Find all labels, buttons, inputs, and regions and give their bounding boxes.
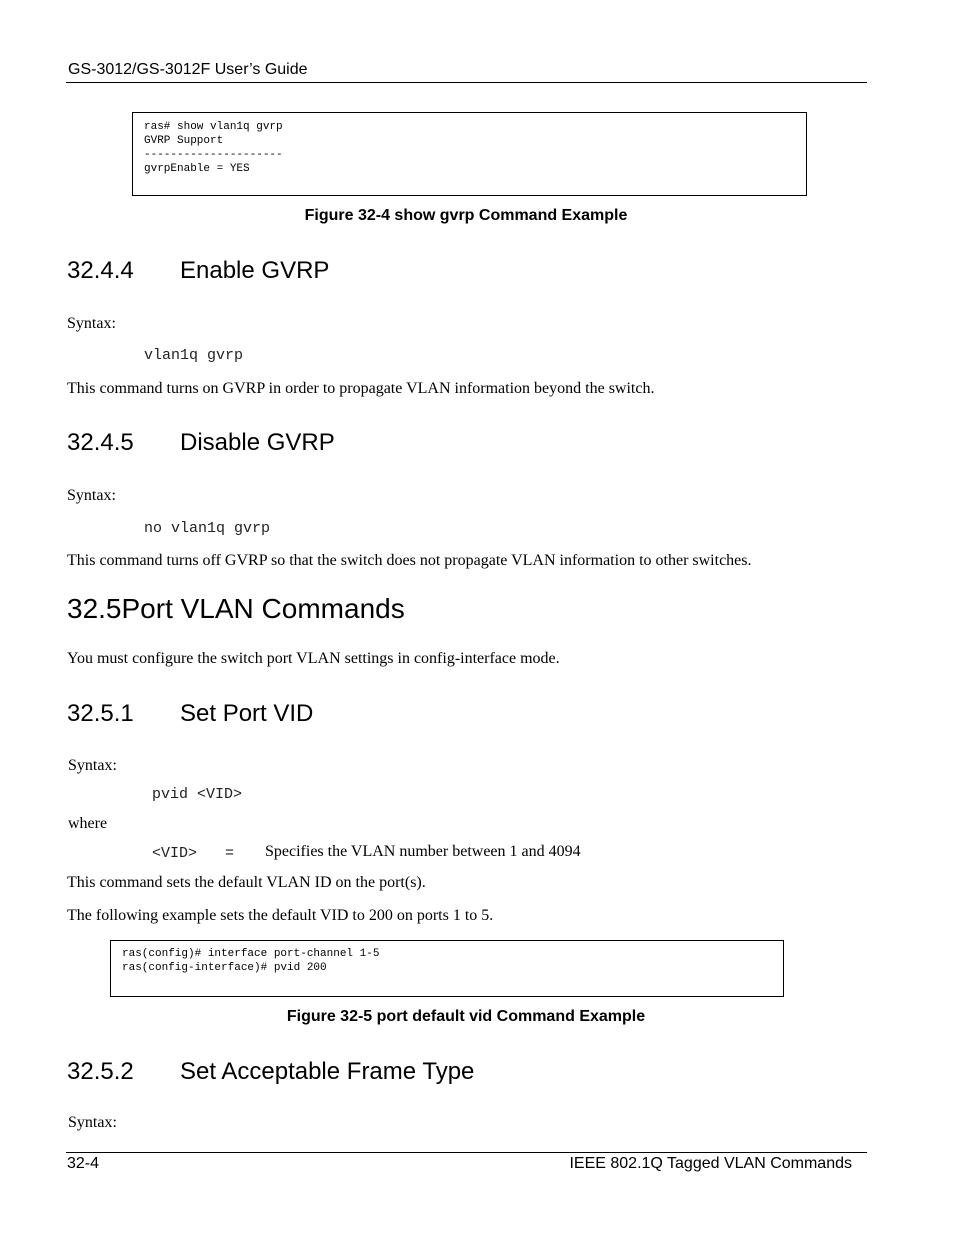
paragraph: You must configure the switch port VLAN settings in config-interface mode. <box>67 650 560 667</box>
header-rule <box>66 82 867 83</box>
figure-caption: Figure 32-5 port default vid Command Example <box>286 1008 646 1025</box>
paragraph: This command turns off GVRP so that the switch does not propagate VLAN information to other switches. <box>67 552 752 569</box>
code-line: ras(config-interface)# pvid 200 <box>122 962 327 974</box>
syntax-label: Syntax: <box>67 487 116 504</box>
paragraph: This command turns on GVRP in order to propagate VLAN information beyond the switch. <box>67 380 655 397</box>
code-example-box <box>110 940 784 997</box>
syntax-label: Syntax: <box>67 315 116 332</box>
code-line: ras(config)# interface port-channel 1-5 <box>122 948 380 960</box>
syntax-label: Syntax: <box>68 757 117 774</box>
page-number: 32-4 <box>67 1155 100 1172</box>
command-syntax: pvid <VID> <box>152 786 243 803</box>
section-number: 32.4.4 <box>67 257 134 284</box>
command-syntax: no vlan1q gvrp <box>144 520 271 537</box>
chapter-title: IEEE 802.1Q Tagged VLAN Commands <box>569 1155 852 1172</box>
parameter-name: <VID> <box>152 845 198 862</box>
command-syntax: vlan1q gvrp <box>144 347 244 364</box>
section-title: Enable GVRP <box>180 257 330 284</box>
paragraph: This command sets the default VLAN ID on the port(s). <box>67 874 426 891</box>
code-line: --------------------- <box>144 149 283 161</box>
code-line: ras# show vlan1q gvrp <box>144 121 283 133</box>
code-line: GVRP Support <box>144 135 224 147</box>
parameter-description: Specifies the VLAN number between 1 and 4094 <box>265 843 581 860</box>
paragraph: The following example sets the default VID to 200 on ports 1 to 5. <box>67 907 494 924</box>
section-title: Set Acceptable Frame Type <box>180 1058 475 1085</box>
section-number: 32.4.5 <box>67 429 134 456</box>
where-label: where <box>68 815 108 832</box>
footer-rule <box>66 1152 867 1153</box>
syntax-label: Syntax: <box>68 1114 117 1131</box>
section-heading: 32.5Port VLAN Commands <box>67 593 405 624</box>
section-number: 32.5.2 <box>67 1058 134 1085</box>
code-example-box <box>132 112 807 196</box>
section-number: 32.5.1 <box>67 700 134 727</box>
parameter-equals: = <box>225 845 235 862</box>
running-header-title: GS-3012/GS-3012F User’s Guide <box>68 61 308 78</box>
figure-caption: Figure 32-4 show gvrp Command Example <box>304 207 628 224</box>
section-title: Disable GVRP <box>180 429 335 456</box>
code-line: gvrpEnable = YES <box>144 163 250 175</box>
section-title: Set Port VID <box>180 700 314 727</box>
